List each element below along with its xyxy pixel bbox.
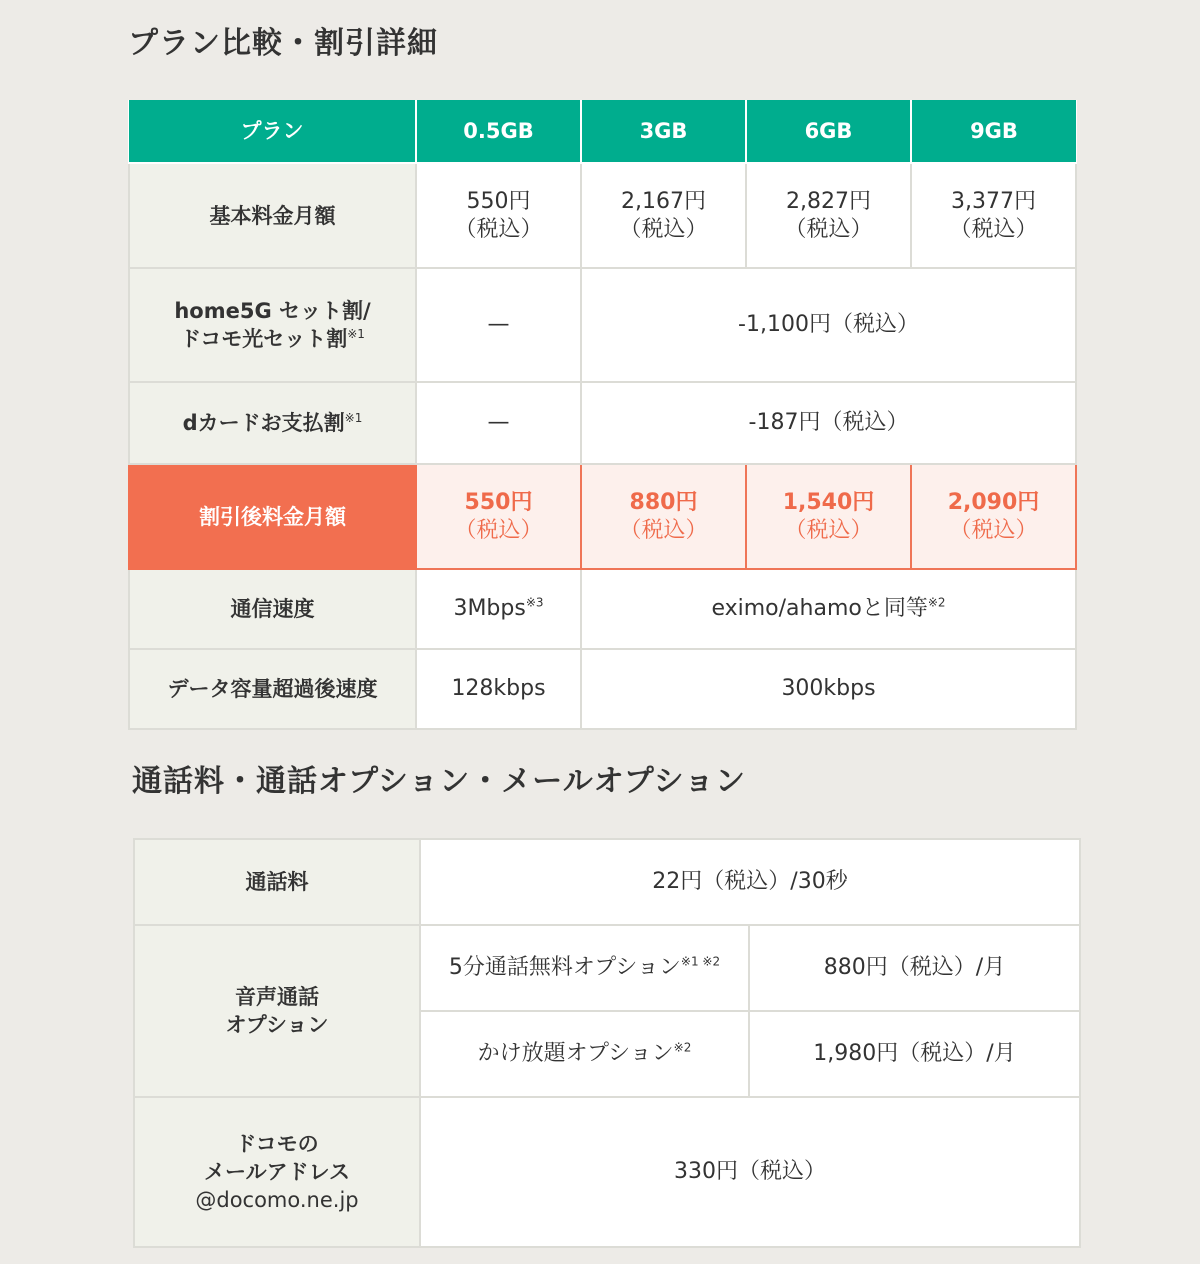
dcard-label-text: dカードお支払割 — [182, 411, 345, 435]
five-min-option-name — [420, 925, 749, 1011]
call-fee-row — [134, 839, 1080, 925]
mail-label — [134, 1097, 420, 1247]
after-discount-value: 1,540円 — [782, 489, 875, 515]
base-fee-cell — [911, 163, 1076, 268]
footnote-mark: ※2 — [673, 1040, 692, 1055]
table-header-row — [129, 100, 1076, 163]
five-min-option-text: 5分通話無料オプション — [448, 955, 681, 980]
base-fee-cell — [746, 163, 911, 268]
set-discount-label-line1: home5G セット割/ — [174, 299, 371, 323]
tax-note: （税込） — [454, 517, 543, 543]
after-discount-cell — [911, 464, 1076, 569]
tax-note: （税込） — [949, 216, 1038, 242]
base-fee-label: 基本料金月額 — [129, 163, 416, 268]
footnote-mark: ※1 — [347, 327, 365, 341]
speed-row — [129, 569, 1076, 649]
footnote-mark: ※2 — [927, 595, 946, 610]
five-min-option-price: 880円（税込）/月 — [749, 925, 1080, 1011]
after-discount-value: 2,090円 — [947, 489, 1040, 515]
tax-note: （税込） — [784, 216, 873, 242]
after-discount-value: 880円 — [629, 489, 698, 515]
tax-note: （税込） — [619, 216, 708, 242]
after-discount-cell — [746, 464, 911, 569]
base-fee-cell — [416, 163, 581, 268]
footnote-mark: ※1 — [344, 411, 363, 425]
header-0-5gb: 0.5GB — [416, 100, 581, 163]
speed-0-5gb — [416, 569, 581, 649]
mail-label-line1: ドコモの — [235, 1132, 319, 1156]
set-discount-label-line2: ドコモ光セット割 — [180, 327, 348, 351]
set-discount-label — [129, 268, 416, 382]
unlimited-option-text: かけ放題オプション — [477, 1041, 674, 1066]
dcard-discount-value: -187円（税込） — [581, 382, 1076, 464]
footnote-mark: ※1 ※2 — [680, 954, 721, 969]
set-discount-value: -1,100円（税込） — [581, 268, 1076, 382]
mail-row — [134, 1097, 1080, 1247]
dcard-discount-0-5gb: — — [416, 382, 581, 464]
after-discount-row — [129, 464, 1076, 569]
over-speed-label: データ容量超過後速度 — [129, 649, 416, 729]
after-discount-cell — [416, 464, 581, 569]
voice-option-label-line1: 音声通話 — [235, 985, 319, 1009]
base-fee-cell — [581, 163, 746, 268]
over-speed-0-5gb: 128kbps — [416, 649, 581, 729]
plan-comparison-table — [128, 100, 1077, 730]
tax-note: （税込） — [454, 216, 543, 242]
unlimited-option-name — [420, 1011, 749, 1097]
after-discount-value: 550円 — [464, 489, 533, 515]
speed-0-5gb-value: 3Mbps — [453, 596, 526, 621]
header-6gb: 6GB — [746, 100, 911, 163]
call-fee-value: 22円（税込）/30秒 — [420, 839, 1080, 925]
dcard-discount-row — [129, 382, 1076, 464]
mail-address: @docomo.ne.jp — [195, 1188, 359, 1212]
tax-note: （税込） — [619, 517, 708, 543]
header-3gb: 3GB — [581, 100, 746, 163]
over-speed-value: 300kbps — [581, 649, 1076, 729]
plan-comparison-title: プラン比較・割引詳細 — [128, 26, 438, 61]
base-fee-row — [129, 163, 1076, 268]
mail-label-line2: メールアドレス — [204, 1160, 350, 1184]
voice-option-row — [134, 925, 1080, 1011]
voice-option-label-line2: オプション — [225, 1013, 329, 1037]
header-plan: プラン — [129, 100, 416, 163]
call-fee-label: 通話料 — [134, 839, 420, 925]
dcard-discount-label — [129, 382, 416, 464]
after-discount-cell — [581, 464, 746, 569]
call-options-table — [133, 838, 1081, 1248]
call-options-title: 通話料・通話オプション・メールオプション — [132, 764, 746, 799]
over-speed-row — [129, 649, 1076, 729]
unlimited-option-price: 1,980円（税込）/月 — [749, 1011, 1080, 1097]
set-discount-row — [129, 268, 1076, 382]
mail-price: 330円（税込） — [420, 1097, 1080, 1247]
base-fee-value: 2,827円 — [786, 188, 871, 214]
speed-value-text: eximo/ahamoと同等 — [711, 596, 928, 621]
after-discount-label: 割引後料金月額 — [129, 464, 416, 569]
base-fee-value: 2,167円 — [621, 188, 706, 214]
speed-label: 通信速度 — [129, 569, 416, 649]
footnote-mark: ※3 — [525, 595, 544, 610]
header-9gb: 9GB — [911, 100, 1076, 163]
speed-value — [581, 569, 1076, 649]
base-fee-value: 550円 — [466, 188, 531, 214]
set-discount-0-5gb: — — [416, 268, 581, 382]
tax-note: （税込） — [784, 517, 873, 543]
voice-option-label — [134, 925, 420, 1097]
tax-note: （税込） — [949, 517, 1038, 543]
base-fee-value: 3,377円 — [951, 188, 1036, 214]
